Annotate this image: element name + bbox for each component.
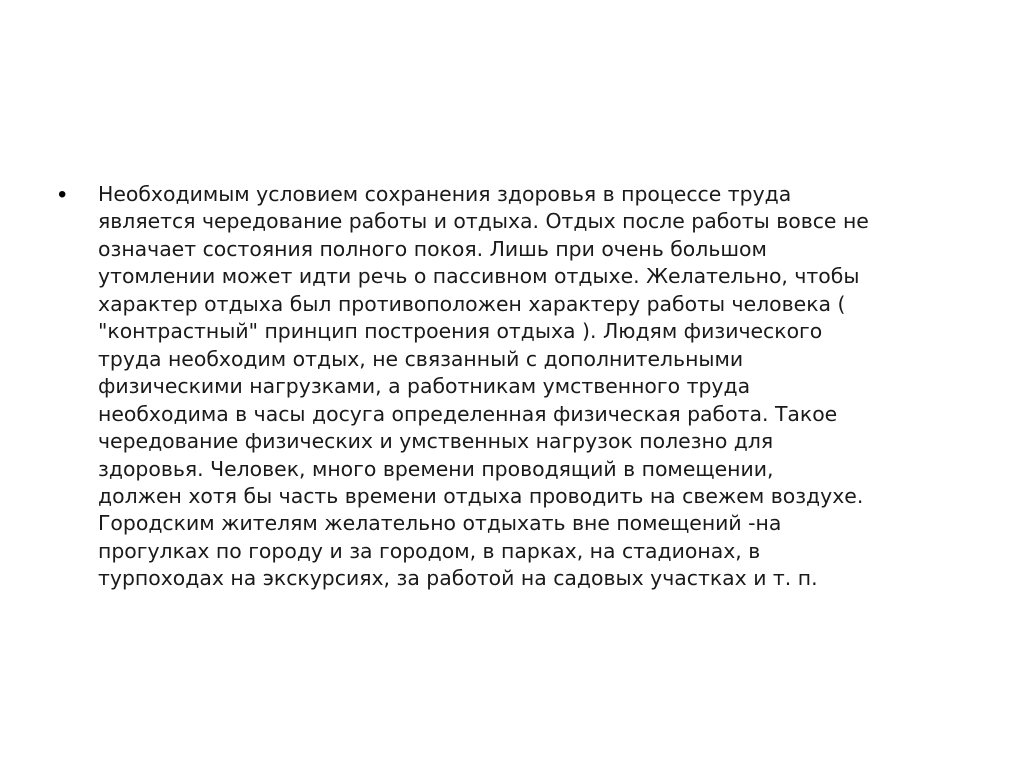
text-line: Необходимым условием сохранения здоровья в процессе труда	[98, 182, 792, 206]
text-line: здоровья. Человек, много времени проводящий в помещении,	[98, 456, 774, 481]
text-line: необходима в часы досуга определенная физическая работа. Такое	[98, 401, 838, 426]
text-line: прогулках по городу и за городом, в парках, на стадионах, в	[98, 538, 761, 563]
bullet-text	[98, 181, 958, 593]
bullet-list	[58, 181, 958, 593]
bullet-item	[58, 181, 958, 593]
text-line: должен хотя бы часть времени отдыха проводить на свежем воздухе.	[98, 483, 864, 508]
text-line: турпоходах на экскурсиях, за работой на садовых участках и т. п.	[98, 566, 818, 591]
text-line: характер отдыха был противоположен характеру работы человека (	[98, 291, 846, 316]
text-line: чередование физических и умственных нагрузок полезно для	[98, 429, 774, 454]
bullet-marker: •	[58, 181, 67, 208]
text-line: означает состояния полного покоя. Лишь при очень большом	[98, 236, 767, 261]
text-line: утомлении может идти речь о пассивном отдыхе. Желательно, чтобы	[98, 264, 860, 289]
text-line: Городским жителям желательно отдыхать вне помещений -на	[98, 511, 782, 536]
text-line: является чередование работы и отдыха. Отдых после работы вовсе не	[98, 209, 869, 234]
text-line: труда необходим отдых, не связанный с дополнительными	[98, 346, 744, 371]
text-line: "контрастный" принцип построения отдыха ). Людям физического	[98, 319, 823, 344]
text-line: физическими нагрузками, а работникам умственного труда	[98, 374, 751, 399]
